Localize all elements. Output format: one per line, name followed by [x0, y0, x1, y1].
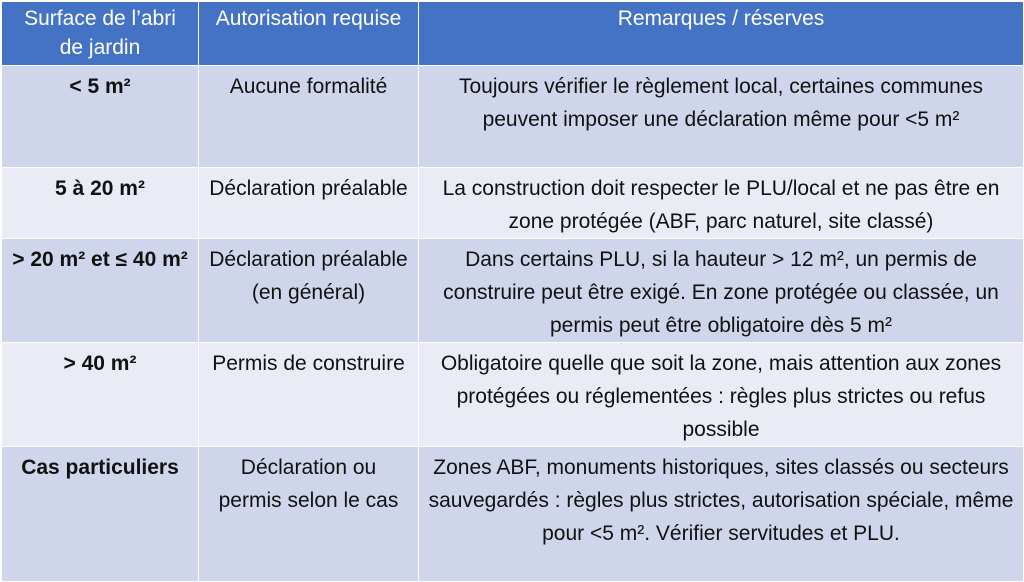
cell-surface: < 5 m²	[2, 66, 199, 168]
cell-surface: 5 à 20 m²	[2, 168, 199, 239]
cell-remarks: Toujours vérifier le règlement local, certaines communes peuvent imposer une déclaration même pour <5 m²	[419, 66, 1024, 168]
cell-authorization: Déclaration préalable (en général)	[199, 239, 419, 343]
header-remarks: Remarques / réserves	[419, 2, 1024, 66]
header-authorization: Autorisation requise	[199, 2, 419, 66]
header-row	[2, 2, 1024, 66]
cell-authorization: Aucune formalité	[199, 66, 419, 168]
cell-surface: > 20 m² et ≤ 40 m²	[2, 239, 199, 343]
cell-surface: Cas particuliers	[2, 447, 199, 582]
cell-authorization: Déclaration préalable	[199, 168, 419, 239]
cell-authorization: Déclaration ou permis selon le cas	[199, 447, 419, 582]
cell-surface: > 40 m²	[2, 343, 199, 447]
table-row	[2, 447, 1024, 582]
cell-authorization: Permis de construire	[199, 343, 419, 447]
cell-remarks: La construction doit respecter le PLU/local et ne pas être en zone protégée (ABF, parc naturel, site classé)	[419, 168, 1024, 239]
header-surface: Surface de l’abri de jardin	[2, 2, 199, 66]
table-row	[2, 66, 1024, 168]
shed-authorization-table	[1, 1, 1024, 582]
cell-remarks: Zones ABF, monuments historiques, sites classés ou secteurs sauvegardés : règles plus strictes, autorisation spéciale, même pour <5 m². Vérifier servitudes et PLU.	[419, 447, 1024, 582]
table-row	[2, 168, 1024, 239]
cell-remarks: Obligatoire quelle que soit la zone, mais attention aux zones protégées ou réglementées : règles plus strictes ou refus possible	[419, 343, 1024, 447]
table-row	[2, 239, 1024, 343]
table-row	[2, 343, 1024, 447]
cell-remarks: Dans certains PLU, si la hauteur > 12 m², un permis de construire peut être exigé. En zone protégée ou classée, un permis peut être obligatoire dès 5 m²	[419, 239, 1024, 343]
